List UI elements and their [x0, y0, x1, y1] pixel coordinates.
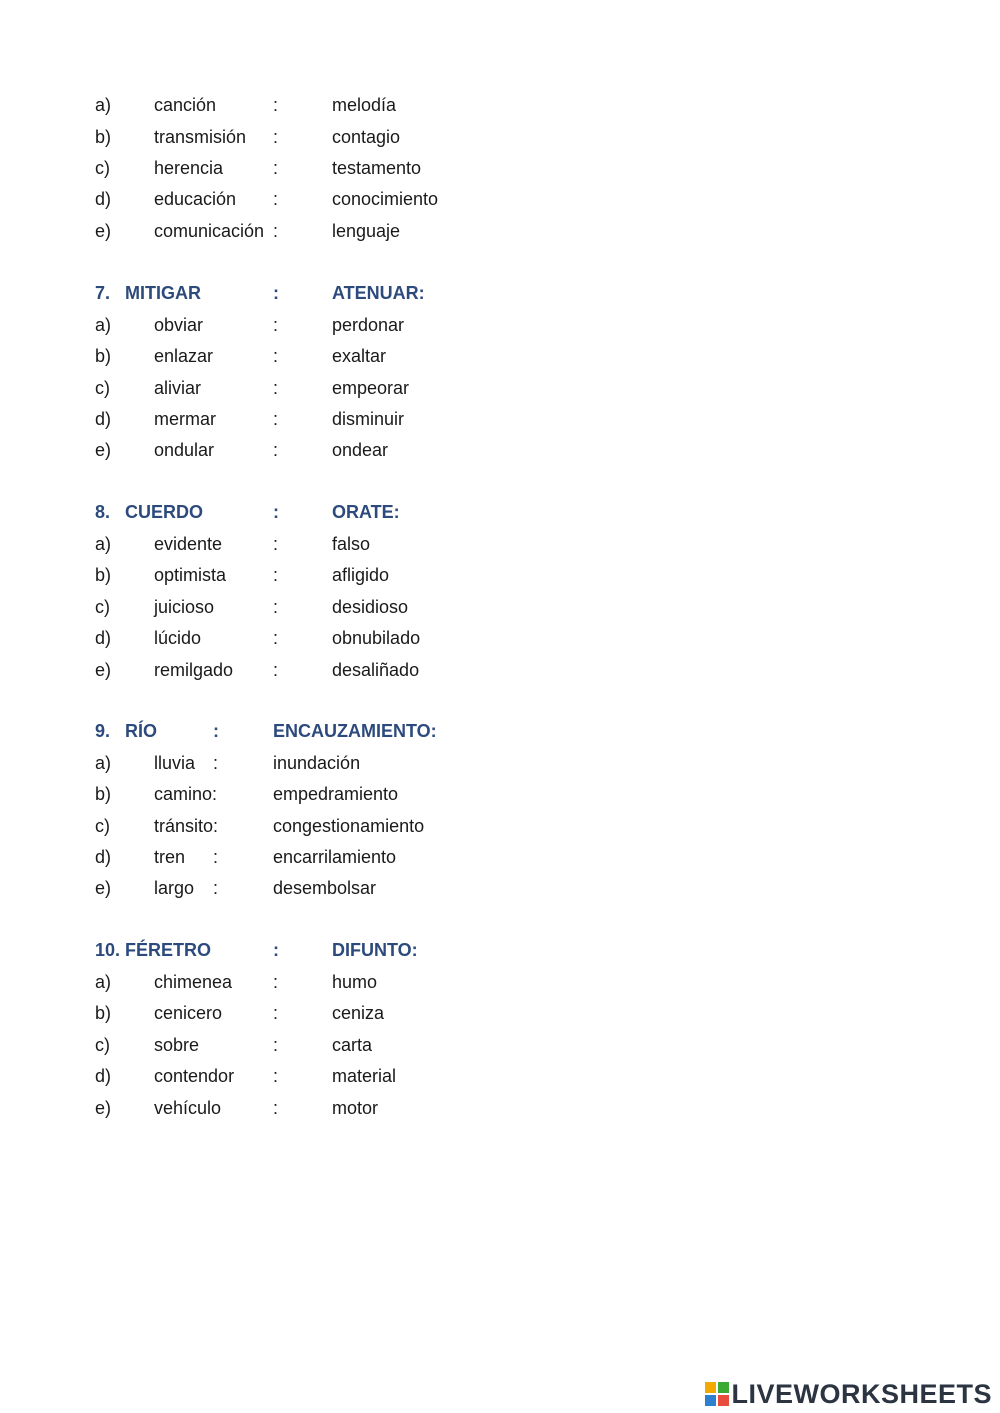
- answer-option[interactable]: [0, 751, 1000, 775]
- question-pair: ATENUAR:: [332, 283, 425, 303]
- question-number: 10.: [95, 940, 121, 960]
- answer-option[interactable]: [0, 1033, 1000, 1057]
- option-word: transmisión: [154, 127, 247, 147]
- option-word: obviar: [154, 315, 204, 335]
- option-letter: b): [95, 784, 112, 804]
- option-letter: a): [95, 972, 112, 992]
- separator-colon: :: [273, 158, 279, 178]
- option-word: mermar: [154, 409, 216, 429]
- separator-colon: :: [213, 878, 219, 898]
- option-pair: melodía: [332, 95, 397, 115]
- answer-option[interactable]: [0, 407, 1000, 431]
- option-word: largo: [154, 878, 195, 898]
- option-word: comunicación: [154, 221, 265, 241]
- question-pair: DIFUNTO:: [332, 940, 418, 960]
- option-pair: motor: [332, 1098, 379, 1118]
- option-letter: d): [95, 628, 112, 648]
- answer-option[interactable]: [0, 438, 1000, 462]
- answer-option[interactable]: [0, 658, 1000, 682]
- option-letter: e): [95, 1098, 112, 1118]
- option-letter: c): [95, 816, 110, 836]
- option-pair: lenguaje: [332, 221, 401, 241]
- answer-option[interactable]: [0, 219, 1000, 243]
- option-letter: d): [95, 409, 112, 429]
- question-heading: [0, 938, 1000, 962]
- option-pair: inundación: [273, 753, 361, 773]
- option-letter: c): [95, 597, 110, 617]
- option-word: optimista: [154, 565, 227, 585]
- separator-colon: :: [273, 1003, 279, 1023]
- option-letter: b): [95, 565, 112, 585]
- answer-option[interactable]: [0, 970, 1000, 994]
- separator-colon: :: [273, 972, 279, 992]
- question-number: 8.: [95, 502, 111, 522]
- option-word: vehículo: [154, 1098, 222, 1118]
- answer-option[interactable]: [0, 563, 1000, 587]
- question-pair: ENCAUZAMIENTO:: [273, 721, 437, 741]
- separator-colon: :: [273, 1066, 279, 1086]
- option-word: evidente: [154, 534, 223, 554]
- option-word: contendor: [154, 1066, 235, 1086]
- option-pair: contagio: [332, 127, 401, 147]
- option-pair: congestionamiento: [273, 816, 425, 836]
- answer-option[interactable]: [0, 125, 1000, 149]
- answer-option[interactable]: [0, 313, 1000, 337]
- option-pair: material: [332, 1066, 397, 1086]
- option-pair: afligido: [332, 565, 390, 585]
- separator-colon: :: [273, 597, 279, 617]
- liveworksheets-logo-icon: [705, 1382, 729, 1406]
- option-pair: perdonar: [332, 315, 405, 335]
- separator-colon: :: [213, 753, 219, 773]
- question-term: RÍO: [125, 721, 158, 741]
- option-word: tránsito:: [154, 816, 219, 836]
- option-pair: desembolsar: [273, 878, 377, 898]
- liveworksheets-logo[interactable]: [705, 1378, 992, 1410]
- answer-option[interactable]: [0, 1064, 1000, 1088]
- separator-colon: :: [273, 378, 279, 398]
- option-letter: e): [95, 878, 112, 898]
- answer-option[interactable]: [0, 376, 1000, 400]
- answer-option[interactable]: [0, 626, 1000, 650]
- answer-option[interactable]: [0, 344, 1000, 368]
- answer-option[interactable]: [0, 1001, 1000, 1025]
- option-pair: conocimiento: [332, 189, 439, 209]
- option-pair: desidioso: [332, 597, 409, 617]
- question-term: CUERDO: [125, 502, 204, 522]
- question-heading: [0, 719, 1000, 743]
- answer-option[interactable]: [0, 845, 1000, 869]
- separator-colon: :: [273, 127, 279, 147]
- option-pair: obnubilado: [332, 628, 421, 648]
- option-pair: desaliñado: [332, 660, 420, 680]
- separator-colon: :: [273, 283, 279, 303]
- option-word: herencia: [154, 158, 224, 178]
- question-number: 7.: [95, 283, 111, 303]
- option-word: ondular: [154, 440, 215, 460]
- separator-colon: :: [273, 440, 279, 460]
- option-pair: humo: [332, 972, 378, 992]
- option-letter: a): [95, 534, 112, 554]
- separator-colon: :: [273, 189, 279, 209]
- separator-colon: :: [273, 1098, 279, 1118]
- separator-colon: :: [273, 1035, 279, 1055]
- separator-colon: :: [273, 565, 279, 585]
- option-letter: c): [95, 378, 110, 398]
- option-word: remilgado: [154, 660, 234, 680]
- answer-option[interactable]: [0, 595, 1000, 619]
- separator-colon: :: [273, 534, 279, 554]
- option-pair: exaltar: [332, 346, 387, 366]
- option-letter: c): [95, 1035, 110, 1055]
- separator-colon: :: [273, 502, 279, 522]
- question-heading: [0, 500, 1000, 524]
- question-number: 9.: [95, 721, 111, 741]
- option-letter: d): [95, 189, 112, 209]
- option-word: lluvia: [154, 753, 196, 773]
- separator-colon: :: [273, 940, 279, 960]
- separator-colon: :: [273, 660, 279, 680]
- question-term: MITIGAR: [125, 283, 201, 303]
- option-letter: b): [95, 346, 112, 366]
- answer-option[interactable]: [0, 187, 1000, 211]
- option-word: enlazar: [154, 346, 214, 366]
- option-pair: empeorar: [332, 378, 410, 398]
- option-pair: ondear: [332, 440, 389, 460]
- option-letter: c): [95, 158, 110, 178]
- option-letter: a): [95, 315, 112, 335]
- option-letter: a): [95, 753, 112, 773]
- option-word: sobre: [154, 1035, 200, 1055]
- option-word: cenicero: [154, 1003, 223, 1023]
- separator-colon: :: [273, 221, 279, 241]
- answer-option[interactable]: [0, 782, 1000, 806]
- option-letter: e): [95, 221, 112, 241]
- option-word: chimenea: [154, 972, 233, 992]
- separator-colon: :: [213, 721, 219, 741]
- separator-colon: :: [213, 847, 219, 867]
- logo-text: LIVEWORKSHEETS: [731, 1378, 992, 1409]
- option-letter: b): [95, 127, 112, 147]
- option-pair: empedramiento: [273, 784, 399, 804]
- option-pair: testamento: [332, 158, 422, 178]
- separator-colon: :: [273, 628, 279, 648]
- option-letter: a): [95, 95, 112, 115]
- answer-option[interactable]: [0, 532, 1000, 556]
- option-word: aliviar: [154, 378, 202, 398]
- option-word: camino:: [154, 784, 218, 804]
- separator-colon: :: [273, 346, 279, 366]
- answer-option[interactable]: [0, 876, 1000, 900]
- option-letter: d): [95, 847, 112, 867]
- separator-colon: :: [273, 95, 279, 115]
- question-term: FÉRETRO: [125, 940, 212, 960]
- option-pair: encarrilamiento: [273, 847, 397, 867]
- option-letter: e): [95, 660, 112, 680]
- option-letter: b): [95, 1003, 112, 1023]
- option-pair: disminuir: [332, 409, 405, 429]
- option-pair: falso: [332, 534, 371, 554]
- option-word: tren: [154, 847, 186, 867]
- question-pair: ORATE:: [332, 502, 400, 522]
- answer-option[interactable]: [0, 1096, 1000, 1120]
- answer-option[interactable]: [0, 814, 1000, 838]
- option-word: lúcido: [154, 628, 202, 648]
- option-letter: e): [95, 440, 112, 460]
- separator-colon: :: [273, 409, 279, 429]
- option-pair: carta: [332, 1035, 373, 1055]
- option-pair: ceniza: [332, 1003, 385, 1023]
- option-word: juicioso: [154, 597, 215, 617]
- option-word: canción: [154, 95, 217, 115]
- option-word: educación: [154, 189, 237, 209]
- question-heading: [0, 281, 1000, 305]
- separator-colon: :: [273, 315, 279, 335]
- answer-option[interactable]: [0, 93, 1000, 117]
- answer-option[interactable]: [0, 156, 1000, 180]
- option-letter: d): [95, 1066, 112, 1086]
